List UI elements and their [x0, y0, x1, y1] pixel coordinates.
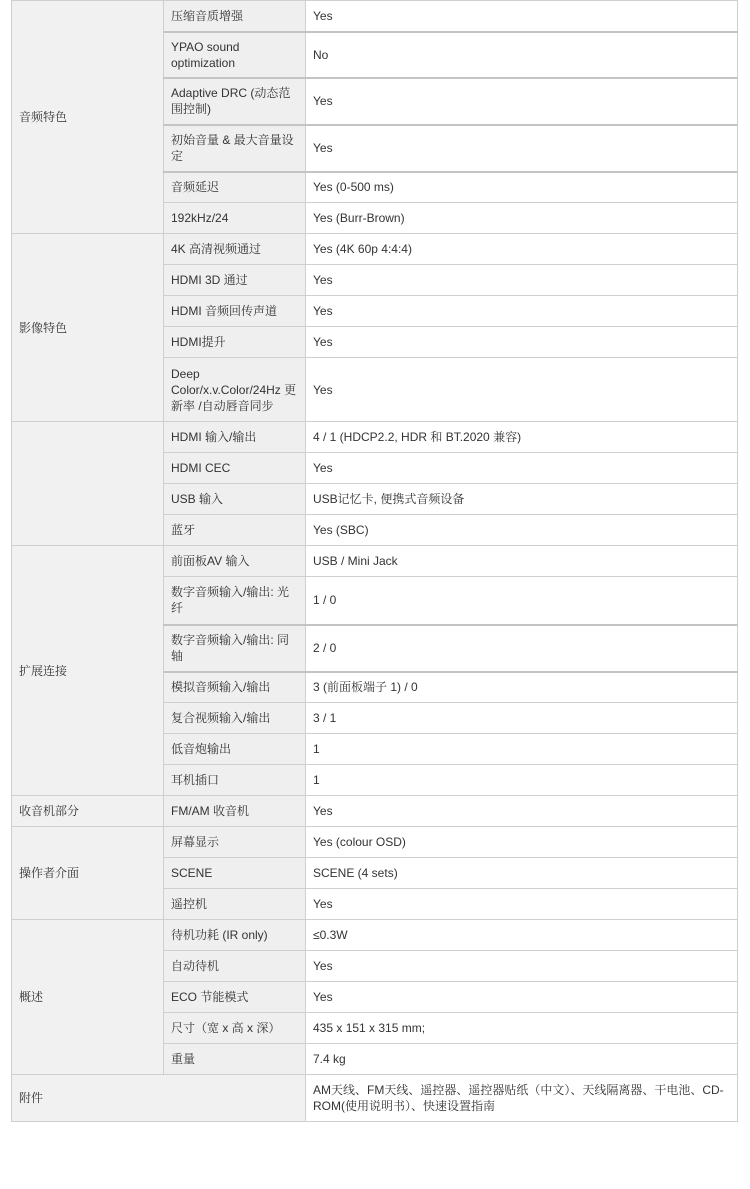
- value-cell: USB记忆卡, 便携式音频设备: [306, 484, 738, 515]
- value-cell: Yes: [306, 296, 738, 327]
- value-cell: Yes (Burr-Brown): [306, 203, 738, 234]
- feature-cell: 初始音量 & 最大音量设定: [164, 125, 306, 172]
- feature-cell: HDMI CEC: [164, 453, 306, 484]
- category-cell: 概述: [12, 920, 164, 1075]
- feature-cell: 蓝牙: [164, 515, 306, 546]
- accessories-category-cell: 附件: [12, 1075, 306, 1122]
- feature-cell: Deep Color/x.v.Color/24Hz 更新率 /自动唇音同步: [164, 358, 306, 422]
- category-cell: 收音机部分: [12, 796, 164, 827]
- feature-cell: 重量: [164, 1044, 306, 1075]
- table-row: [12, 546, 738, 577]
- value-cell: 2 / 0: [306, 625, 738, 672]
- value-cell: 3 / 1: [306, 703, 738, 734]
- value-cell: 1 / 0: [306, 577, 738, 625]
- table-row: [12, 920, 738, 951]
- feature-cell: Adaptive DRC (动态范围控制): [164, 78, 306, 125]
- spec-table-body: [12, 1, 738, 1122]
- feature-cell: 数字音频输入/输出: 同轴: [164, 625, 306, 672]
- feature-cell: USB 输入: [164, 484, 306, 515]
- table-row: [12, 422, 738, 453]
- table-row: [12, 827, 738, 858]
- value-cell: Yes: [306, 1, 738, 32]
- value-cell: 1: [306, 765, 738, 796]
- spec-table: [11, 0, 738, 1122]
- feature-cell: SCENE: [164, 858, 306, 889]
- accessories-value-cell: AM天线、FM天线、遥控器、遥控器贴纸（中文）、天线隔离器、干电池、CD-ROM(使用说明书）、快速设置指南: [306, 1075, 738, 1122]
- feature-cell: YPAO sound optimization: [164, 32, 306, 78]
- value-cell: Yes: [306, 327, 738, 358]
- table-row: [12, 234, 738, 265]
- feature-cell: 屏幕显示: [164, 827, 306, 858]
- feature-cell: 模拟音频输入/输出: [164, 672, 306, 703]
- feature-cell: 前面板AV 输入: [164, 546, 306, 577]
- feature-cell: ECO 节能模式: [164, 982, 306, 1013]
- feature-cell: HDMI提升: [164, 327, 306, 358]
- value-cell: Yes: [306, 982, 738, 1013]
- value-cell: Yes: [306, 358, 738, 422]
- table-row: [12, 1, 738, 32]
- value-cell: Yes: [306, 125, 738, 172]
- category-cell: 音频特色: [12, 1, 164, 234]
- value-cell: Yes: [306, 78, 738, 125]
- feature-cell: 耳机插口: [164, 765, 306, 796]
- value-cell: 4 / 1 (HDCP2.2, HDR 和 BT.2020 兼容): [306, 422, 738, 453]
- feature-cell: 待机功耗 (IR only): [164, 920, 306, 951]
- feature-cell: HDMI 输入/输出: [164, 422, 306, 453]
- value-cell: 3 (前面板端子 1) / 0: [306, 672, 738, 703]
- value-cell: SCENE (4 sets): [306, 858, 738, 889]
- value-cell: Yes: [306, 265, 738, 296]
- feature-cell: 数字音频输入/输出: 光纤: [164, 577, 306, 625]
- value-cell: Yes: [306, 796, 738, 827]
- category-cell: [12, 422, 164, 546]
- page-bottom-space: [0, 1124, 750, 1189]
- category-cell: 操作者介面: [12, 827, 164, 920]
- value-cell: Yes (4K 60p 4:4:4): [306, 234, 738, 265]
- feature-cell: 低音炮输出: [164, 734, 306, 765]
- feature-cell: 尺寸（宽 x 高 x 深）: [164, 1013, 306, 1044]
- value-cell: 435 x 151 x 315 mm;: [306, 1013, 738, 1044]
- feature-cell: 遥控机: [164, 889, 306, 920]
- value-cell: No: [306, 32, 738, 78]
- value-cell: ≤0.3W: [306, 920, 738, 951]
- category-cell: 影像特色: [12, 234, 164, 422]
- feature-cell: 复合视频输入/输出: [164, 703, 306, 734]
- value-cell: 7.4 kg: [306, 1044, 738, 1075]
- value-cell: Yes: [306, 951, 738, 982]
- feature-cell: FM/AM 收音机: [164, 796, 306, 827]
- feature-cell: HDMI 3D 通过: [164, 265, 306, 296]
- feature-cell: 音频延迟: [164, 172, 306, 203]
- value-cell: Yes: [306, 889, 738, 920]
- feature-cell: 4K 高清视频通过: [164, 234, 306, 265]
- category-cell: 扩展连接: [12, 546, 164, 796]
- value-cell: Yes (0-500 ms): [306, 172, 738, 203]
- table-row: [12, 796, 738, 827]
- feature-cell: 自动待机: [164, 951, 306, 982]
- feature-cell: 192kHz/24: [164, 203, 306, 234]
- value-cell: Yes (SBC): [306, 515, 738, 546]
- value-cell: Yes (colour OSD): [306, 827, 738, 858]
- value-cell: Yes: [306, 453, 738, 484]
- feature-cell: HDMI 音频回传声道: [164, 296, 306, 327]
- feature-cell: 压缩音质增强: [164, 1, 306, 32]
- value-cell: USB / Mini Jack: [306, 546, 738, 577]
- table-row: [12, 1075, 738, 1122]
- value-cell: 1: [306, 734, 738, 765]
